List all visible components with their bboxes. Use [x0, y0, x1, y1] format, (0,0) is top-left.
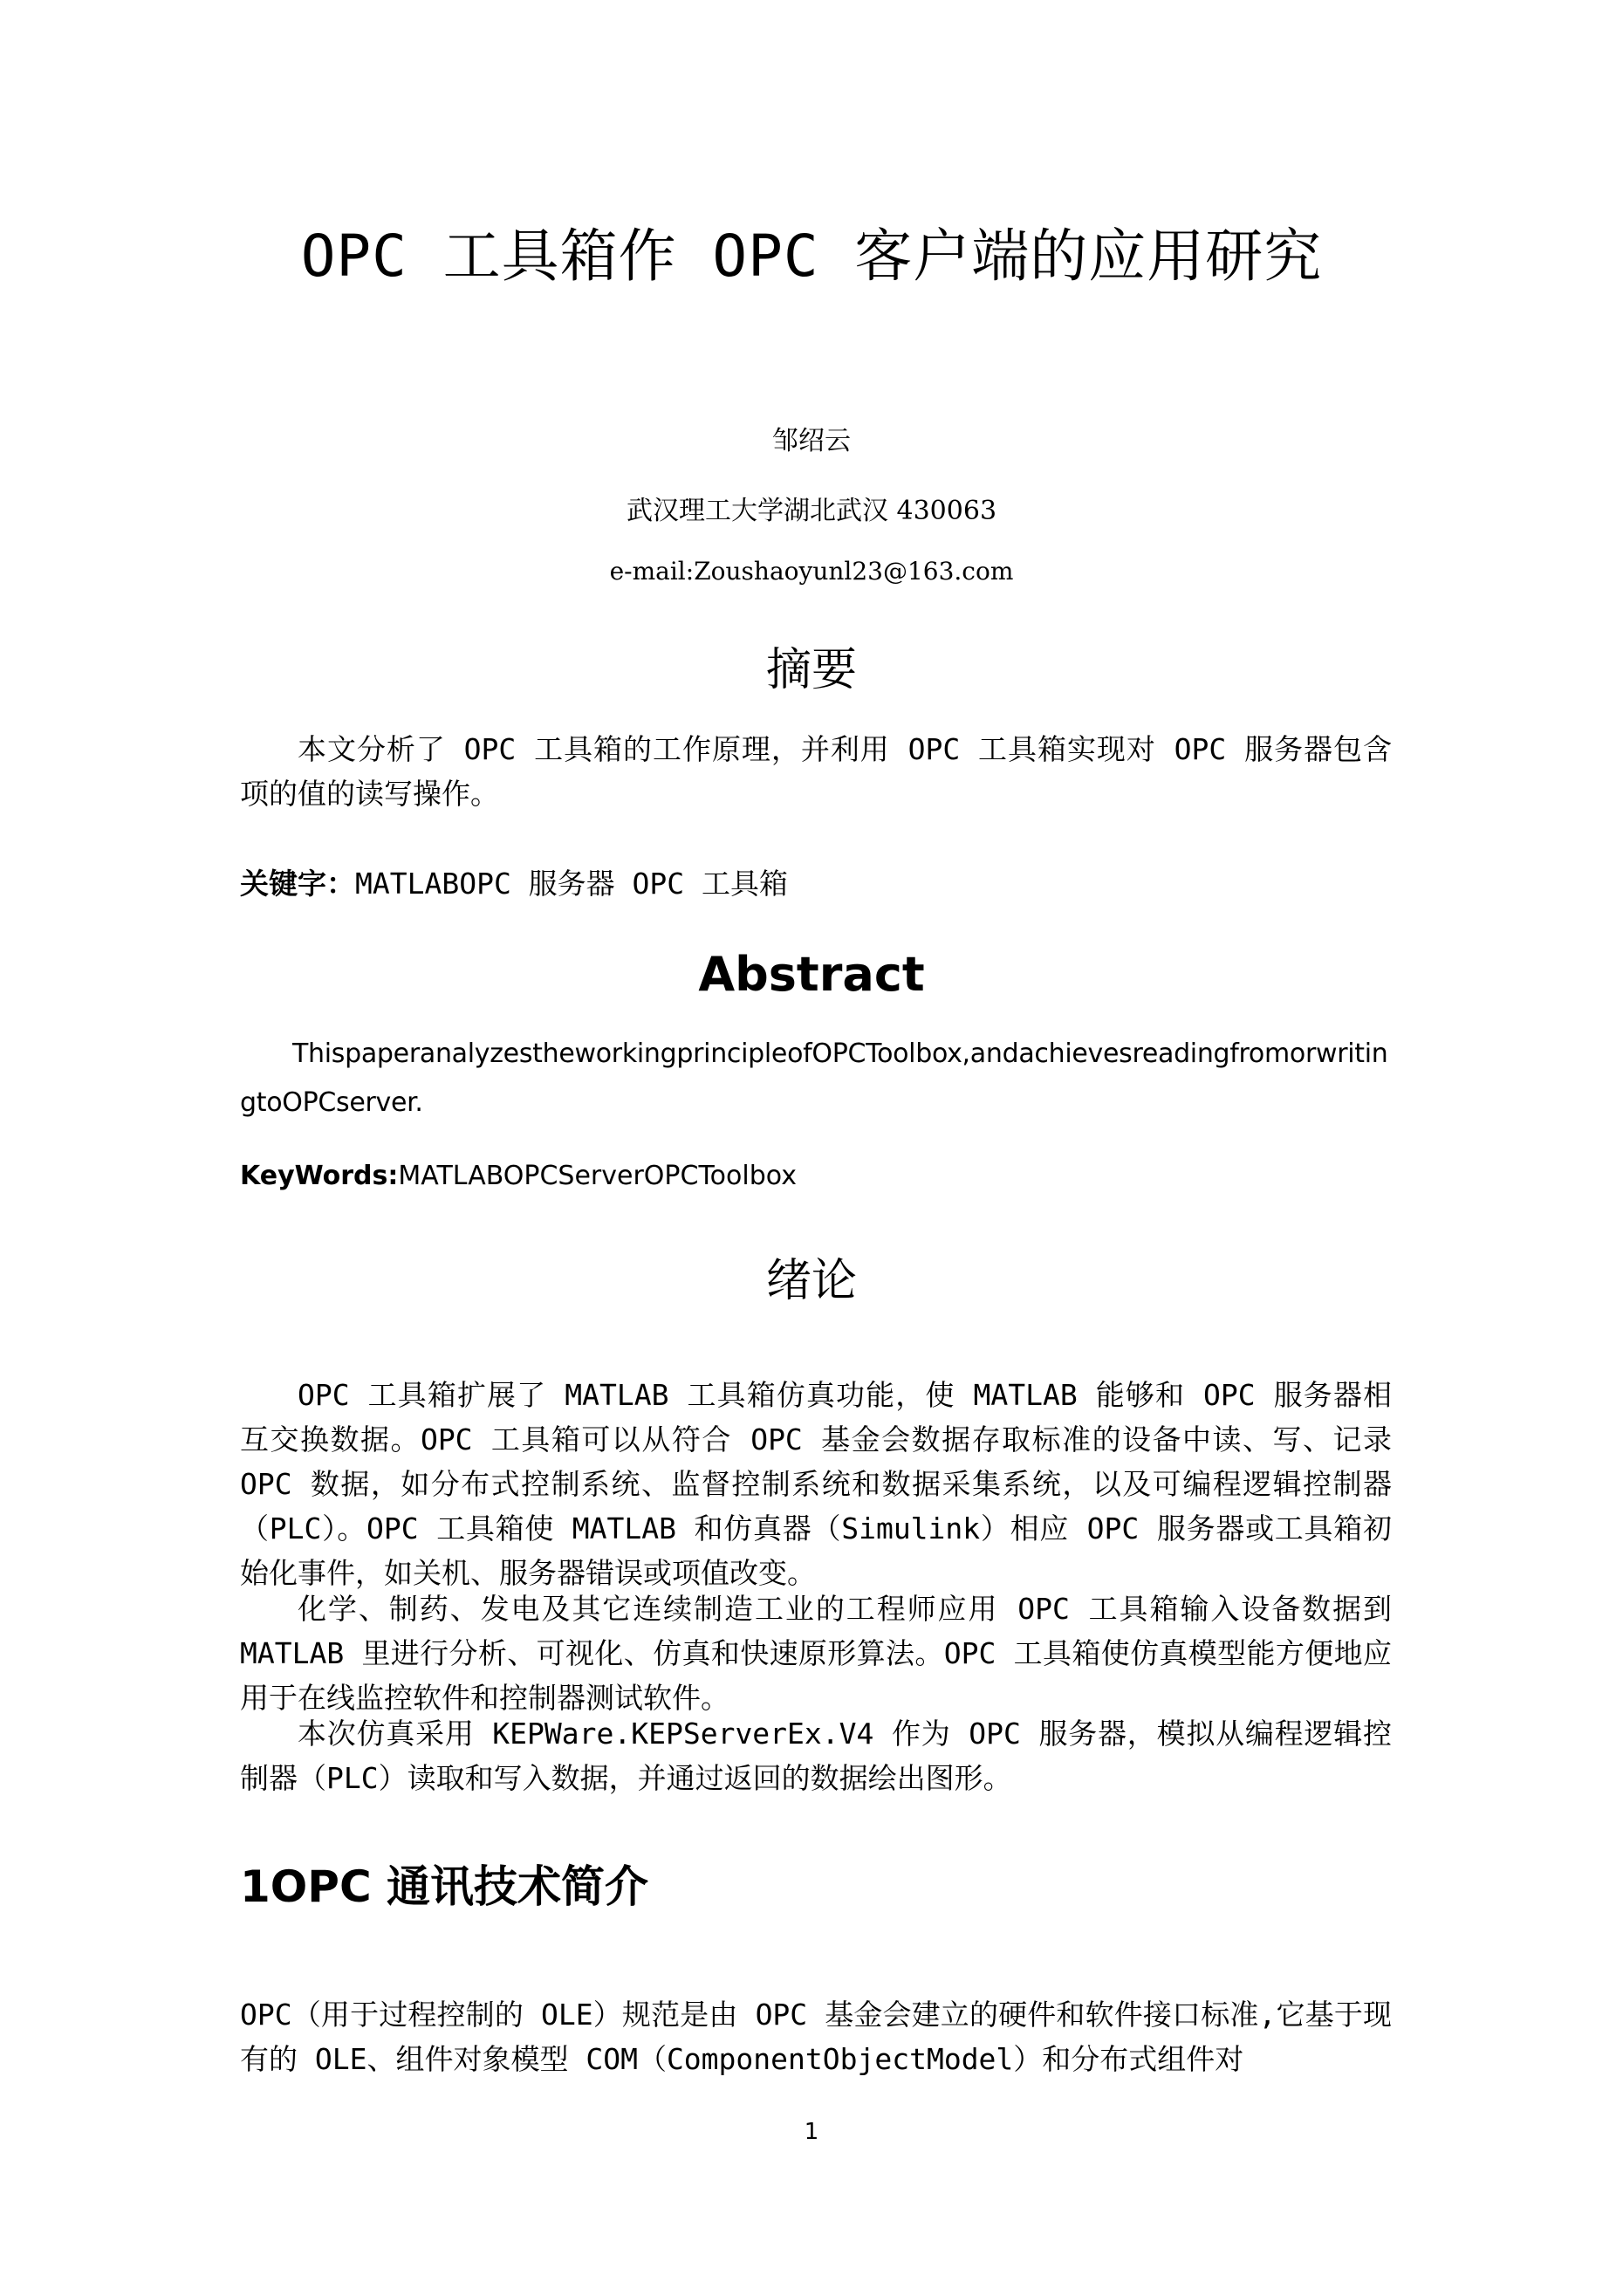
author-name: 邹绍云	[772, 426, 851, 456]
introduction-heading: 绪论	[765, 1255, 857, 1307]
keywords-en-value: MATLABOPCServerOPCToolbox	[398, 1161, 797, 1191]
abstract-en-heading: Abstract	[698, 947, 925, 1002]
keywords-cn	[240, 861, 788, 902]
author-affiliation: 武汉理工大学湖北武汉 430063	[626, 496, 997, 526]
abstract-cn-text: 本文分析了 OPC 工具箱的工作原理，并利用 OPC 工具箱实现对 OPC 服务器包含项的值的读写操作。	[240, 732, 1392, 811]
abstract-en-text: ThispaperanalyzestheworkingprincipleofOPCToolbox,andachievesreadingfromorwritingtoOPCserver.	[240, 1038, 1388, 1118]
author-email: e-mail:Zoushaoyunl23@163.com	[609, 557, 1014, 586]
paper-title: OPC 工具箱作 OPC 客户端的应用研究	[300, 223, 1323, 290]
introduction-paragraph: OPC 工具箱扩展了 MATLAB 工具箱仿真功能，使 MATLAB 能够和 OPC 服务器相互交换数据。OPC 工具箱可以从符合 OPC 基金会数据存取标准的设备中读、写、记录 OPC 数据，如分布式控制系统、监督控制系统和数据采集系统，以及可编程逻辑控制器（PLC）。OPC 工具箱使 MATLAB 和仿真器（Simulink）相应 OPC 服务器或工具箱初始化事件，如关机、服务器错误或项值改变。	[240, 1378, 1392, 1590]
section1-heading: 1OPC 通讯技术简介	[240, 1861, 649, 1912]
keywords-en-label: KeyWords:	[240, 1161, 399, 1191]
section1-paragraph: OPC（用于过程控制的 OLE）规范是由 OPC 基金会建立的硬件和软件接口标准,它基于现有的 OLE、组件对象模型 COM（ComponentObjectModel）和分布式组件对	[240, 1998, 1392, 2076]
abstract-cn-heading: 摘要	[765, 644, 857, 696]
introduction-paragraph: 本次仿真采用 KEPWare.KEPServerEx.V4 作为 OPC 服务器，模拟从编程逻辑控制器（PLC）读取和写入数据，并通过返回的数据绘出图形。	[240, 1717, 1392, 1795]
page-number: 1	[804, 2119, 819, 2145]
introduction-paragraph: 化学、制药、发电及其它连续制造工业的工程师应用 OPC 工具箱输入设备数据到 MATLAB 里进行分析、可视化、仿真和快速原形算法。OPC 工具箱使仿真模型能方便地应用于在线监控软件和控制器测试软件。	[240, 1592, 1392, 1715]
keywords-cn-label: 关键字：	[240, 867, 355, 901]
keywords-en	[240, 1161, 797, 1191]
keywords-cn-value: MATLABOPC 服务器 OPC 工具箱	[355, 867, 789, 901]
